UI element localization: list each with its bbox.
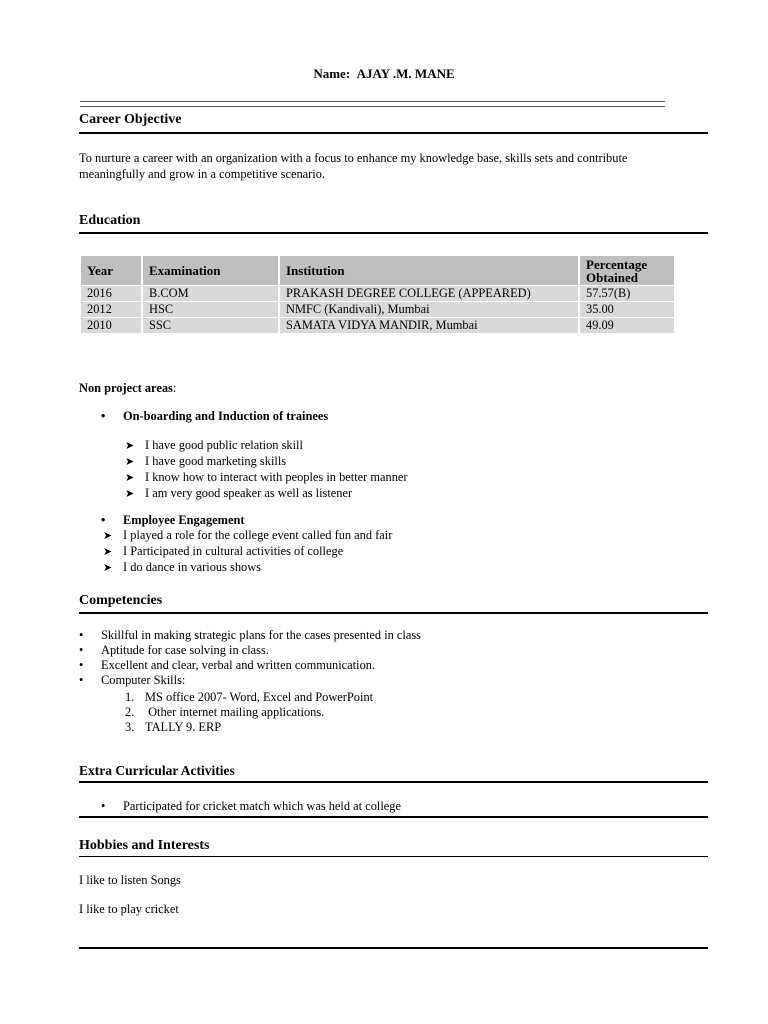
career-objective-line-1: To nurture a career with an organization with a focus to enhance my knowledge base, skills sets and contribute bbox=[79, 151, 628, 165]
cell-year: 2012 bbox=[81, 302, 141, 317]
non-project-title: Non project areas bbox=[79, 381, 173, 395]
cell-examination: SSC bbox=[143, 318, 278, 333]
list-item-group-onboarding bbox=[101, 409, 328, 424]
career-objective-heading: Career Objective bbox=[79, 112, 182, 127]
list-number: 1. bbox=[125, 690, 135, 704]
list-item-text: I have good marketing skills bbox=[145, 454, 287, 468]
hobbies-heading: Hobbies and Interests bbox=[79, 838, 210, 853]
group-title-engagement: Employee Engagement bbox=[123, 513, 245, 527]
bullet-icon: • bbox=[79, 658, 84, 672]
list-item bbox=[103, 560, 392, 576]
cell-examination: HSC bbox=[143, 302, 278, 317]
list-item bbox=[79, 673, 421, 688]
table-row bbox=[81, 286, 674, 301]
list-item-text: Excellent and clear, verbal and written communication. bbox=[101, 658, 376, 672]
list-item bbox=[79, 658, 421, 673]
bullet-icon: • bbox=[101, 799, 106, 813]
list-item bbox=[125, 690, 373, 705]
list-item-text: Participated for cricket match which was held at college bbox=[123, 799, 401, 813]
list-number: 3. bbox=[125, 720, 135, 734]
cell-year: 2010 bbox=[81, 318, 141, 333]
cell-percentage: 49.09 bbox=[580, 318, 674, 333]
list-item-text: Computer Skills: bbox=[101, 673, 186, 687]
list-item-text: I do dance in various shows bbox=[123, 560, 261, 574]
hobby-item: I like to play cricket bbox=[79, 902, 179, 916]
extra-curricular-rule-top bbox=[79, 781, 708, 783]
list-item-text: I played a role for the college event called fun and fair bbox=[123, 528, 393, 542]
career-objective-rule bbox=[79, 132, 708, 134]
non-project-heading bbox=[79, 381, 176, 396]
list-item-text: I know how to interact with peoples in better manner bbox=[145, 470, 408, 484]
list-item bbox=[125, 486, 408, 502]
cell-percentage: 57.57(B) bbox=[580, 286, 674, 301]
cell-year: 2016 bbox=[81, 286, 141, 301]
career-objective-text bbox=[79, 150, 709, 182]
list-number: 2. bbox=[125, 705, 135, 719]
non-project-colon: : bbox=[172, 381, 177, 395]
extra-curricular-rule-bottom bbox=[79, 816, 708, 818]
arrow-bullet-icon: ➤ bbox=[103, 562, 113, 574]
list-item-text: Other internet mailing applications. bbox=[145, 705, 325, 719]
list-item bbox=[101, 799, 401, 814]
arrow-bullet-icon: ➤ bbox=[125, 472, 135, 484]
list-item bbox=[103, 544, 392, 560]
table-row bbox=[81, 302, 674, 317]
cell-percentage: 35.00 bbox=[580, 302, 674, 317]
competencies-list bbox=[79, 628, 421, 688]
list-item-text: I have good public relation skill bbox=[145, 438, 303, 452]
competencies-rule bbox=[79, 612, 708, 614]
name-value: AJAY .M. MANE bbox=[356, 66, 455, 81]
list-item bbox=[125, 470, 408, 486]
list-item-text: Skillful in making strategic plans for the cases presented in class bbox=[101, 628, 422, 642]
header-percentage: Percentage Obtained bbox=[580, 256, 674, 285]
table-row bbox=[81, 318, 674, 333]
bullet-icon: • bbox=[79, 643, 84, 657]
table-header-row bbox=[81, 256, 674, 285]
arrow-bullet-icon: ➤ bbox=[125, 488, 135, 500]
computer-skills-list bbox=[125, 690, 373, 735]
cell-institution: PRAKASH DEGREE COLLEGE (APPEARED) bbox=[280, 286, 578, 301]
resume-name-line bbox=[0, 66, 768, 82]
list-item bbox=[125, 438, 408, 454]
onboarding-list bbox=[125, 438, 408, 502]
list-item bbox=[79, 628, 421, 643]
bullet-icon: • bbox=[101, 513, 106, 527]
list-item-text: I am very good speaker as well as listener bbox=[145, 486, 353, 500]
bullet-icon: • bbox=[101, 409, 106, 423]
competencies-heading: Competencies bbox=[79, 593, 163, 608]
list-item bbox=[79, 643, 421, 658]
bullet-icon: • bbox=[79, 673, 84, 687]
header-institution: Institution bbox=[280, 256, 578, 285]
list-item bbox=[125, 705, 373, 720]
list-item-text: TALLY 9. ERP bbox=[145, 720, 222, 734]
cell-institution: NMFC (Kandivali), Mumbai bbox=[280, 302, 578, 317]
education-table bbox=[79, 255, 676, 334]
list-item-text: MS office 2007- Word, Excel and PowerPoint bbox=[145, 690, 374, 704]
hobbies-rule bbox=[79, 856, 708, 857]
education-rule bbox=[79, 232, 708, 234]
header-year: Year bbox=[81, 256, 141, 285]
list-item bbox=[125, 454, 408, 470]
extra-curricular-heading: Extra Curricular Activities bbox=[79, 763, 235, 778]
list-item-text: Aptitude for case solving in class. bbox=[101, 643, 269, 657]
list-item-group-engagement bbox=[101, 513, 245, 528]
engagement-list bbox=[103, 528, 392, 576]
list-item bbox=[103, 528, 392, 544]
education-heading: Education bbox=[79, 213, 141, 228]
arrow-bullet-icon: ➤ bbox=[125, 440, 135, 452]
footer-rule bbox=[79, 947, 708, 949]
header-double-rule bbox=[80, 101, 665, 107]
arrow-bullet-icon: ➤ bbox=[125, 456, 135, 468]
list-item-text: I Participated in cultural activities of college bbox=[123, 544, 344, 558]
career-objective-line-2: meaningfully and grow in a competitive scenario. bbox=[79, 167, 326, 181]
cell-examination: B.COM bbox=[143, 286, 278, 301]
list-item bbox=[125, 720, 373, 735]
group-title-onboarding: On-boarding and Induction of trainees bbox=[123, 409, 329, 423]
hobby-item: I like to listen Songs bbox=[79, 873, 181, 887]
arrow-bullet-icon: ➤ bbox=[103, 546, 113, 558]
arrow-bullet-icon: ➤ bbox=[103, 530, 113, 542]
bullet-icon: • bbox=[79, 628, 84, 642]
header-examination: Examination bbox=[143, 256, 278, 285]
name-label: Name: bbox=[313, 66, 351, 81]
cell-institution: SAMATA VIDYA MANDIR, Mumbai bbox=[280, 318, 578, 333]
